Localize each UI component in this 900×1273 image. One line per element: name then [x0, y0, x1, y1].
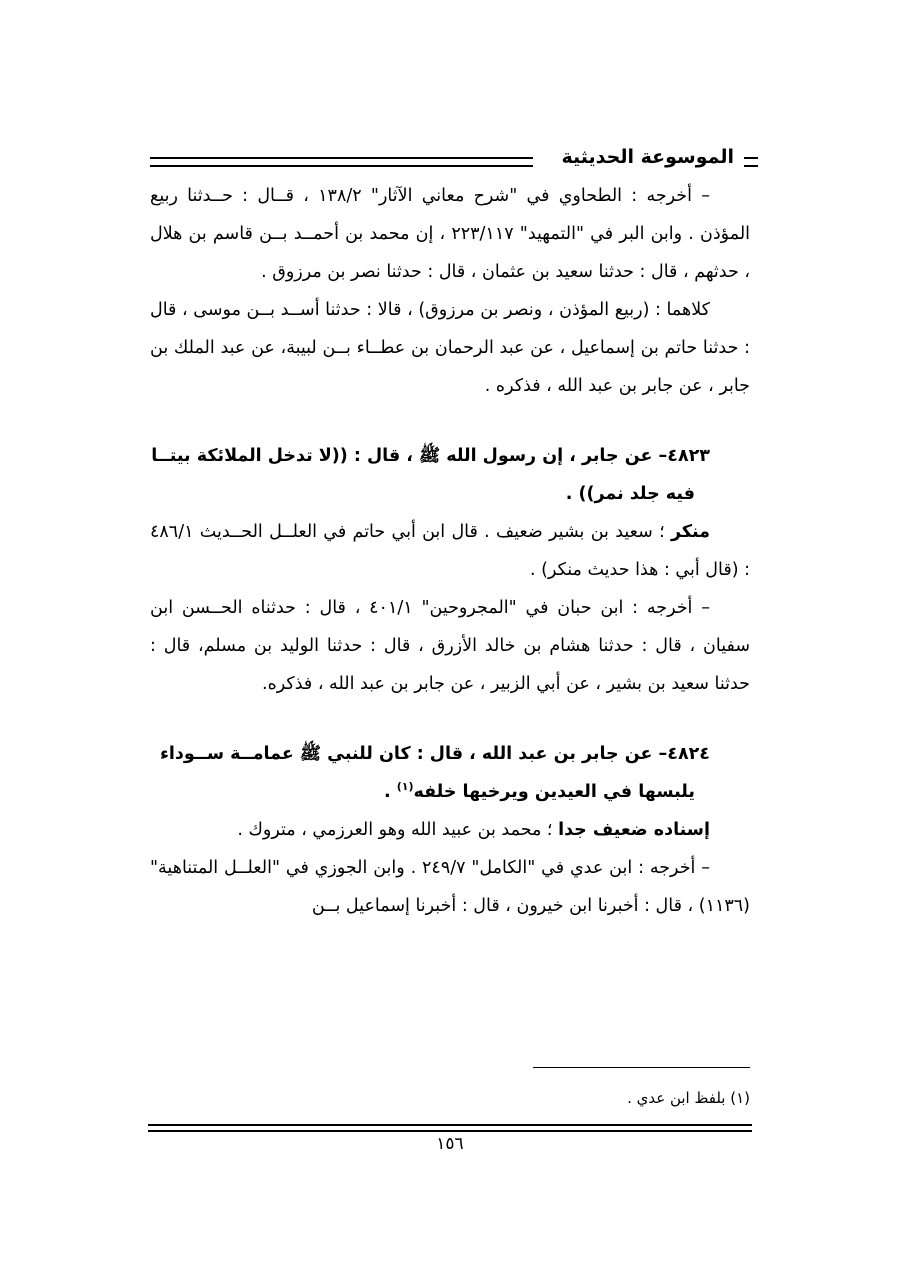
- grading-text: ؛ سعيد بن بشير ضعيف . قال ابن أبي حاتم في العلــل الحــديث ٤٨٦/١ : (قال أبي : هذا حديث منكر) .: [150, 522, 750, 580]
- hadith-4824-line2: يلبسها في العيدين ويرخيها خلفه$^{(١)}$ .: [383, 780, 695, 802]
- paragraph-takhrij-1: – أخرجه : الطحاوي في "شرح معاني الآثار" ١٣٨/٢ ، قــال : حــدثنا ربيع المؤذن . وابن البر في "التمهيد" ٢٢٣/١١٧ ، إن محمد بن أحمــد بــن قاسم بن هلال ، حدثهم ، قال : حدثنا سعيد بن عثمان ، قال : حدثنا نصر بن مرزوق .: [150, 186, 751, 282]
- main-text: [150, 177, 750, 925]
- footnote-ref[interactable]: (١): [396, 780, 414, 794]
- header-title: الموسوعة الحديثية: [552, 145, 759, 169]
- hadith-4824-line1: ٤٨٢٤– عن جابر بن عبد الله ، قال : كان للنبي ﷺ عمامــة ســوداء: [159, 744, 710, 764]
- grading-label-2: إسناده ضعيف جدا: [558, 820, 710, 840]
- page-number: ١٥٦: [436, 1134, 464, 1154]
- grading-label: منكر: [670, 522, 710, 542]
- paragraph-takhrij-2: – أخرجه : ابن حبان في "المجروحين" ٤٠١/١ ، قال : حدثناه الحــسن ابن سفيان ، قال : حدثنا هشام بن خالد الأزرق ، قال : حدثنا الوليد بن مسلم، قال : حدثنا سعيد بن بشير ، عن أبي الزبير ، عن جابر بن عبد الله ، فذكره.: [150, 598, 750, 694]
- header-rule-left: [150, 157, 533, 167]
- paragraph-isnad: [150, 811, 750, 849]
- paragraph-takhrij-3: – أخرجه : ابن عدي في "الكامل" ٢٤٩/٧ . وابن الجوزي في "العلــل المتناهية" (١١٣٦) ، قال : أخبرنا ابن خيرون ، قال : أخبرنا إسماعيل بــن: [150, 858, 750, 916]
- paragraph-kilahuma: كلاهما : (ربيع المؤذن ، ونصر بن مرزوق) ، قالا : حدثنا أســد بــن موسى ، قال : حدثنا حاتم بن إسماعيل ، عن عبد الرحمان بن عطــاء بــن لبيبة، عن عبد الملك بن جابر ، عن جابر بن عبد الله ، فذكره .: [150, 300, 750, 396]
- footnote-separator: [533, 1067, 750, 1068]
- hadith-4823-line2: فيه جلد نمر)) .: [565, 484, 695, 504]
- footnote: (١) بلفظ ابن عدي .: [627, 1089, 750, 1107]
- grading-text-2: ؛ محمد بن عبيد الله وهو العرزمي ، متروك .: [237, 820, 553, 840]
- running-header: [150, 145, 758, 171]
- paragraph-munkar: [150, 513, 750, 589]
- hadith-4823-line1: ٤٨٢٣– عن جابر ، إن رسول الله ﷺ ، قال : ((لا تدخل الملائكة بيتــا: [151, 446, 710, 466]
